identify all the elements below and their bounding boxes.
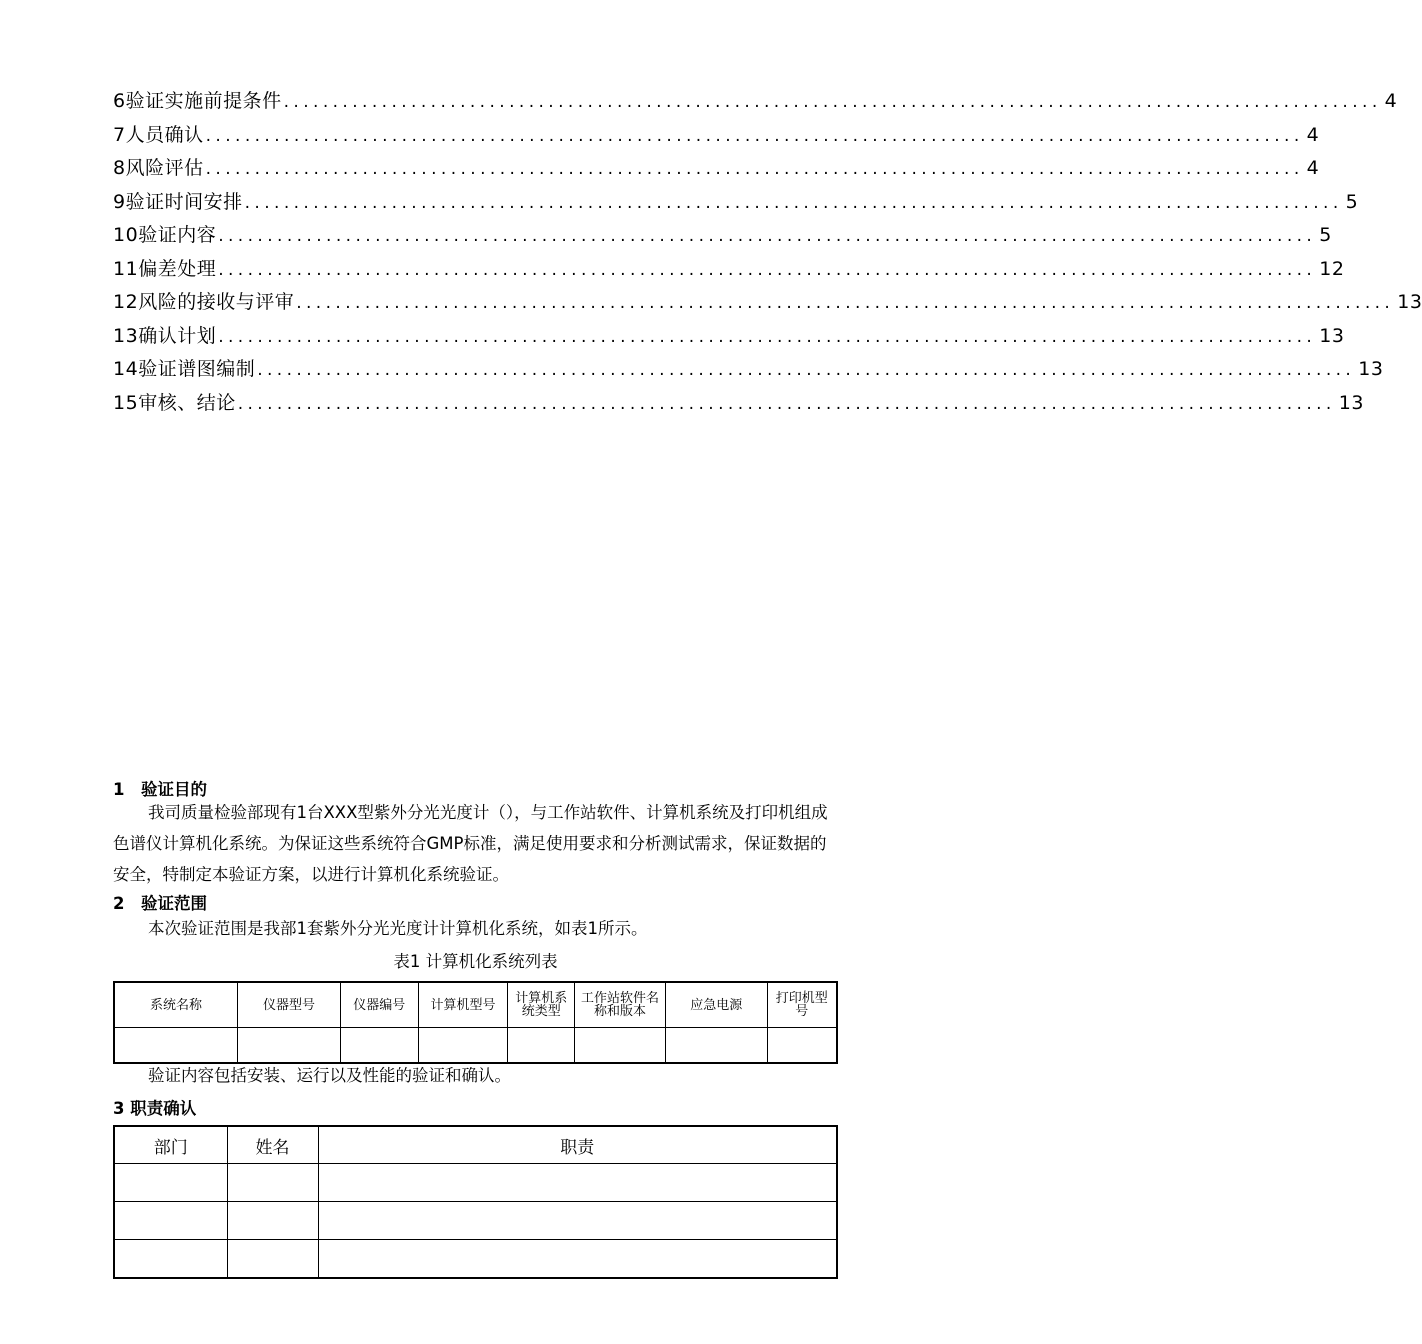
toc-number: 8 <box>113 157 126 179</box>
section-paragraph: 我司质量检验部现有1台XXX型紫外分光光度计（），与工作站软件、计算机系统及打印机组成色谱仪计算机化系统。为保证这些系统符合GMP标准，满足使用要求和分析测试需求，保证数据的安全，特制定本验证方案，以进行计算机化系统验证。 <box>113 803 828 884</box>
table-header-cell: 应急电源 <box>665 982 767 1028</box>
table-header-cell: 姓名 <box>227 1126 318 1164</box>
table-cell[interactable] <box>114 1164 227 1202</box>
table-cell[interactable] <box>238 1028 341 1064</box>
toc-entry[interactable] <box>113 388 1364 422</box>
toc-entry[interactable] <box>113 287 1422 321</box>
toc-page-number: 5 <box>1319 224 1332 246</box>
table-cell[interactable] <box>114 1202 227 1240</box>
table-cell[interactable] <box>114 1028 238 1064</box>
toc-title: 风险的接收与评审 <box>138 291 295 313</box>
toc-leader-dots: ................................................................................................................ <box>257 360 1356 380</box>
section-paragraph: 本次验证范围是我部1套紫外分光光度计计算机化系统，如表1所示。 <box>148 919 648 938</box>
toc-entry[interactable] <box>113 220 1332 254</box>
toc-number: 12 <box>113 291 139 313</box>
table-cell[interactable] <box>340 1028 418 1064</box>
toc-number: 11 <box>113 257 139 280</box>
table-header-cell: 部门 <box>114 1126 227 1164</box>
toc-number: 6 <box>113 90 126 112</box>
toc-leader-dots: ................................................................................................................ <box>205 125 1304 146</box>
toc-entry[interactable] <box>113 86 1398 120</box>
toc-title: 验证内容 <box>138 224 217 246</box>
section-paragraph: 验证内容包括安装、运行以及性能的验证和确认。 <box>148 1066 511 1085</box>
toc-page-number: 5 <box>1345 190 1359 213</box>
table-cell[interactable] <box>665 1028 767 1064</box>
toc-entry[interactable] <box>113 354 1384 388</box>
toc-entry[interactable] <box>113 254 1345 288</box>
toc-number: 9 <box>113 190 126 213</box>
toc-page-number: 13 <box>1319 324 1345 347</box>
table-header-row <box>114 1126 837 1164</box>
toc-leader-dots: ................................................................................................................ <box>283 92 1382 112</box>
table-header-cell: 仪器型号 <box>238 982 341 1028</box>
toc-title: 人员确认 <box>125 123 204 146</box>
table-cell[interactable] <box>318 1164 837 1202</box>
toc-entry[interactable] <box>113 120 1320 154</box>
toc-leader-dots: ................................................................................................................ <box>244 192 1343 213</box>
toc-leader-dots: ................................................................................................................ <box>237 393 1336 414</box>
toc-leader-dots: ................................................................................................................ <box>218 326 1317 347</box>
table-row <box>114 1164 837 1202</box>
toc-entry[interactable] <box>113 153 1320 187</box>
toc-page-number: 13 <box>1338 391 1364 414</box>
table-cell[interactable] <box>114 1240 227 1279</box>
table-cell[interactable] <box>227 1202 318 1240</box>
toc-leader-dots: ................................................................................................................ <box>218 259 1317 280</box>
toc-number: 7 <box>113 123 126 146</box>
table-of-contents <box>113 86 1422 421</box>
table-header-cell: 仪器编号 <box>340 982 418 1028</box>
table-row <box>114 1202 837 1240</box>
responsibility-table <box>113 1125 838 1279</box>
table-cell[interactable] <box>318 1202 837 1240</box>
toc-page-number: 13 <box>1397 291 1422 313</box>
section-heading: 2 验证范围 <box>113 894 207 913</box>
toc-title: 偏差处理 <box>138 257 217 280</box>
toc-leader-dots: ................................................................................................................ <box>205 159 1304 179</box>
table-cell[interactable] <box>227 1164 318 1202</box>
toc-leader-dots: ................................................................................................................ <box>296 293 1395 313</box>
toc-number: 15 <box>113 391 139 414</box>
table-row <box>114 1028 837 1064</box>
toc-leader-dots: ................................................................................................................ <box>218 226 1317 246</box>
table-header-cell: 计算机型号 <box>418 982 508 1028</box>
toc-title: 验证时间安排 <box>125 190 243 213</box>
table-cell[interactable] <box>575 1028 666 1064</box>
toc-entry[interactable] <box>113 187 1359 221</box>
toc-title: 验证实施前提条件 <box>125 90 282 112</box>
toc-page-number: 12 <box>1319 257 1345 280</box>
toc-title: 验证谱图编制 <box>138 358 256 380</box>
table-cell[interactable] <box>227 1240 318 1279</box>
table-header-cell: 系统名称 <box>114 982 238 1028</box>
toc-page-number: 4 <box>1306 157 1320 179</box>
table-caption: 表1 计算机化系统列表 <box>393 952 558 971</box>
toc-number: 10 <box>113 224 139 246</box>
toc-entry[interactable] <box>113 321 1345 355</box>
toc-number: 13 <box>113 324 139 347</box>
table-header-cell: 计算机系统类型 <box>508 982 575 1028</box>
table-cell[interactable] <box>767 1028 837 1064</box>
table-cell[interactable] <box>508 1028 575 1064</box>
table-header-cell: 打印机型号 <box>767 982 837 1028</box>
toc-page-number: 4 <box>1306 123 1320 146</box>
toc-title: 审核、结论 <box>138 391 236 414</box>
toc-number: 14 <box>113 358 139 380</box>
section-heading: 3 职责确认 <box>113 1099 197 1118</box>
table-cell[interactable] <box>418 1028 508 1064</box>
toc-title: 风险评估 <box>125 157 204 179</box>
table-header-cell: 工作站软件名称和版本 <box>575 982 666 1028</box>
toc-title: 确认计划 <box>138 324 217 347</box>
table-header-cell: 职责 <box>318 1126 837 1164</box>
toc-page-number: 13 <box>1358 358 1384 380</box>
table-row <box>114 1240 837 1279</box>
table-cell[interactable] <box>318 1240 837 1279</box>
section-heading: 1 验证目的 <box>113 780 207 799</box>
table-header-row <box>114 982 837 1028</box>
toc-page-number: 4 <box>1384 90 1398 112</box>
system-list-table <box>113 981 838 1064</box>
